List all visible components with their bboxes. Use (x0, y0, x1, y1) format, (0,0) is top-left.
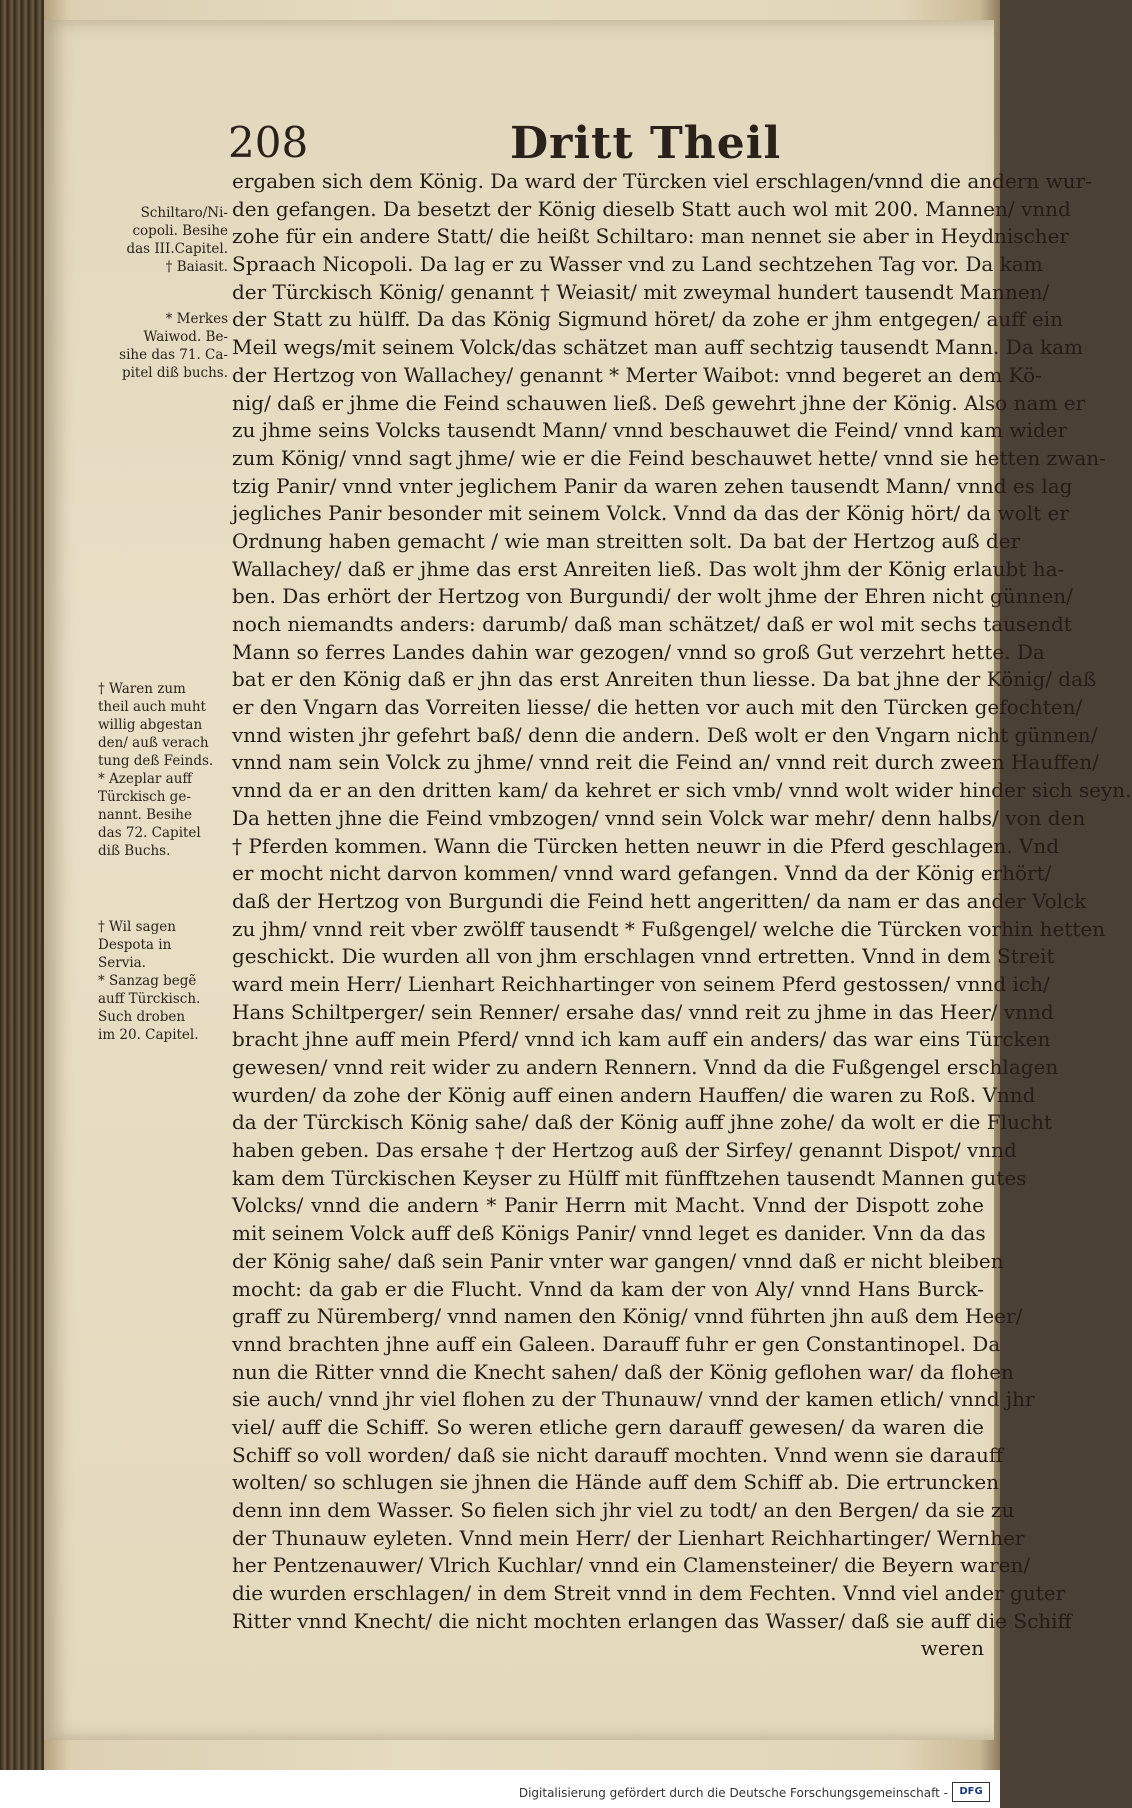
margin-note-waren (98, 680, 230, 860)
margin-note-line: * Azeplar auff (98, 771, 192, 787)
text-line: daß der Hertzog von Burgundi die Feind hett angeritten/ da nam er das ander Volck (232, 888, 1087, 913)
text-line: vnnd nam sein Volck zu jhme/ vnnd reit die Feind an/ vnnd reit durch zween Hauffen/ (232, 750, 1099, 775)
text-line: graff zu Nüremberg/ vnnd namen den König/ vnnd führten jhn auß dem Heer/ (232, 1304, 1023, 1329)
text-line: Wallachey/ daß er jhme das erst Anreiten ließ. Das wolt jhm der König erlaubt ha- (232, 556, 1065, 581)
text-line: zu jhme seins Volcks tausendt Mann/ vnnd beschauwet die Feind/ vnnd kam wider (232, 418, 1068, 443)
margin-note-line: theil auch muht (98, 699, 206, 715)
margin-note-line: Waiwod. Be- (143, 329, 228, 345)
text-line: vnnd wisten jhr gefehrt baß/ denn die andern. Deß wolt er den Vngarn nicht günnen/ (232, 722, 1098, 747)
text-line: bracht jhne auff mein Pferd/ vnnd ich kam auff ein anders/ das war eins Türcken (232, 1027, 1051, 1052)
text-line: der Statt zu hülff. Da das König Sigmund höret/ da zohe er jhm entgegen/ auff ein (232, 307, 1063, 332)
margin-note-line: Schiltaro/Ni- (140, 205, 228, 221)
text-line: denn inn dem Wasser. So fielen sich jhr viel zu todt/ an den Bergen/ da sie zu (232, 1498, 1015, 1522)
margin-note-line: den/ auß verach (98, 735, 209, 751)
text-line: tzig Panir/ vnnd vnter jeglichem Panir da waren zehen tausendt Mann/ vnnd es lag (232, 473, 1073, 498)
text-line: ben. Das erhört der Hertzog von Burgundi/ der wolt jhme der Ehren nicht günnen/ (232, 584, 1073, 609)
text-line: bat er den König daß er jhn das erst Anreiten thun liesse. Da bat jhne der König/ daß (232, 667, 1097, 692)
margin-note-line: † Baiasit. (165, 259, 228, 275)
text-line: Ordnung haben gemacht / wie man streitten solt. Da bat der Hertzog auß der (232, 528, 1021, 553)
margin-note-line: Despota in (98, 937, 172, 953)
text-line: geschickt. Die wurden all von jhm erschlagen vnnd ertretten. Vnnd in dem Streit (232, 944, 1055, 969)
text-line: er mocht nicht darvon kommen/ vnnd ward gefangen. Vnnd da der König erhört/ (232, 861, 1052, 886)
text-line: haben geben. Das ersahe † der Hertzog auß der Sirfey/ genannt Dispot/ vnnd (232, 1138, 1017, 1163)
text-line: nig/ daß er jhme die Feind schauwen ließ. Deß gewehrt jhne der König. Also nam er (232, 390, 1086, 415)
text-line: viel/ auff die Schiff. So weren etliche gern darauff gewesen/ da waren die (232, 1414, 984, 1439)
margin-note-line: das III.Capitel. (126, 241, 228, 257)
text-line: der Thunauw eyleten. Vnnd mein Herr/ der Lienhart Reichhartinger/ Wernher (232, 1525, 1025, 1550)
text-line: Schiff so voll worden/ daß sie nicht darauff mochten. Vnnd wenn sie darauff (232, 1442, 1004, 1467)
text-line: ward mein Herr/ Lienhart Reichhartinger von seinem Pferd gestossen/ vnnd ich/ (232, 971, 1050, 996)
text-line: noch niemandts anders: darumb/ daß man schätzet/ daß er wol mit sechs tausendt (232, 612, 1072, 636)
text-line: mit seinem Volck auff deß Königs Panir/ vnnd leget es danider. Vnn da das (232, 1221, 986, 1246)
text-line: vnnd da er an den dritten kam/ da kehret er sich vmb/ vnnd wolt wider hinder sich seyn. (232, 778, 1132, 803)
text-line: Spraach Nicopoli. Da lag er zu Wasser vnd zu Land sechtzehen Tag vor. Da kam (232, 252, 1043, 277)
margin-note-line: Servia. (98, 955, 146, 971)
running-head: Dritt Theil (510, 118, 782, 169)
margin-note-line: copoli. Besihe (132, 223, 228, 239)
text-line: der Türckisch König/ genannt † Weiasit/ mit zweymal hundert tausendt Mannen/ (232, 279, 1050, 304)
margin-note-line: * Sanzag begẽ (98, 973, 197, 989)
text-line: nun die Ritter vnnd die Knecht sahen/ daß der König geflohen war/ da flohen (232, 1359, 1014, 1384)
text-line: weren (920, 1636, 984, 1661)
margin-note-line: nannt. Besihe (98, 807, 192, 823)
main-text-block (232, 168, 1132, 1663)
text-line: gewesen/ vnnd reit wider zu andern Rennern. Vnnd da die Fußgengel erschlagen (232, 1055, 1059, 1079)
margin-note-line: das 72. Capitel (98, 825, 201, 841)
text-line: mocht: da gab er die Flucht. Vnnd da kam der von Aly/ vnnd Hans Burck- (232, 1276, 984, 1301)
text-line: Ritter vnnd Knecht/ die nicht mochten erlangen das Wasser/ daß sie auff die Schiff (232, 1608, 1072, 1633)
text-line: vnnd brachten jhne auff ein Galeen. Darauff fuhr er gen Constantinopel. Da (232, 1331, 1001, 1356)
margin-note-merkes (96, 310, 228, 382)
margin-note-line: * Merkes (165, 311, 228, 327)
text-line: die wurden erschlagen/ in dem Streit vnnd in dem Fechten. Vnnd viel ander guter (232, 1581, 1066, 1606)
margin-note-line: diß Buchs. (98, 843, 171, 859)
text-line: Mann so ferres Landes dahin war gezogen/ vnnd so groß Gut verzehrt hette. Da (232, 639, 1045, 664)
page-number: 208 (228, 118, 309, 167)
text-line: zu jhm/ vnnd reit vber zwölff tausendt * Fußgengel/ welche die Türcken vorhin hetten (232, 916, 1106, 941)
text-line: da der Türckisch König sahe/ daß der König auff jhne zohe/ da wolt er die Flucht (232, 1110, 1052, 1135)
margin-note-line: Such droben (98, 1009, 186, 1025)
text-line: Da hetten jhne die Feind vmbzogen/ vnnd sein Volck war mehr/ denn halbs/ von den (232, 805, 1086, 830)
text-line: wolten/ so schlugen sie jhnen die Hände auff dem Schiff ab. Die ertruncken (232, 1470, 1000, 1495)
text-line: der König sahe/ daß sein Panir vnter war gangen/ vnnd daß er nicht bleiben (232, 1248, 1004, 1273)
text-line: kam dem Türckischen Keyser zu Hülff mit fünfftzehen tausendt Mannen gutes (232, 1165, 1027, 1190)
margin-note-line: pitel diß buchs. (121, 365, 228, 381)
text-line: wurden/ da zohe der König auff einen andern Hauffen/ die waren zu Roß. Vnnd (232, 1082, 1036, 1107)
text-line: zohe für ein andere Statt/ die heißt Schiltaro: man nennet sie aber in Heydnischer (232, 224, 1070, 249)
text-line: † Pferden kommen. Wann die Türcken hetten neuwr in die Pferd geschlagen. Vnd (232, 833, 1060, 858)
text-line: er den Vngarn das Vorreiten liesse/ die hetten vor auch mit den Türcken gefochten/ (232, 695, 1083, 720)
book-spine (0, 0, 44, 1770)
margin-note-line: im 20. Capitel. (98, 1027, 199, 1043)
text-line: her Pentzenauwer/ Vlrich Kuchlar/ vnnd ein Clamensteiner/ die Beyern waren/ (232, 1553, 1031, 1578)
text-line: der Hertzog von Wallachey/ genannt * Merter Waibot: vnnd begeret an dem Kö- (232, 362, 1042, 387)
text-line: den gefangen. Da besetzt der König dieselb Statt auch wol mit 200. Mannen/ vnnd (232, 196, 1071, 221)
margin-note-line: † Waren zum (98, 681, 186, 697)
text-line: Meil wegs/mit seinem Volck/das schätzet man auff sechtzig tausendt Mann. Da kam (232, 335, 1084, 360)
dfg-logo-icon: DFG (952, 1782, 990, 1802)
margin-note-line: sihe das 71. Ca- (119, 347, 228, 363)
margin-note-line: † Wil sagen (98, 919, 176, 935)
margin-note-line: Türckisch ge- (98, 789, 191, 805)
footer-credit: Digitalisierung gefördert durch die Deutsche Forschungsgemeinschaft - (518, 1786, 948, 1800)
margin-note-schiltaro (96, 204, 228, 276)
text-line: ergaben sich dem König. Da ward der Türcken viel erschlagen/vnnd die andern wur- (232, 169, 1092, 193)
text-line: zum König/ vnnd sagt jhme/ wie er die Feind beschauwet hette/ vnnd sie hetten zwan- (232, 445, 1106, 470)
margin-note-line: tung deß Feinds. (98, 753, 214, 769)
margin-note-line: auff Türckisch. (98, 991, 201, 1007)
text-line: Volcks/ vnnd die andern * Panir Herrn mit Macht. Vnnd der Dispott zohe (232, 1193, 984, 1218)
text-line: jegliches Panir besonder mit seinem Volck. Vnnd da das der König hört/ da wolt er (232, 501, 1069, 526)
margin-note-line: willig abgestan (98, 717, 203, 733)
text-line: sie auch/ vnnd jhr viel flohen zu der Thunauw/ vnnd der kamen etlich/ vnnd jhr (232, 1387, 1035, 1412)
text-line: Hans Schiltperger/ sein Renner/ ersahe das/ vnnd reit zu jhme in das Heer/ vnnd (232, 999, 1054, 1024)
margin-note-despota (98, 918, 230, 1044)
